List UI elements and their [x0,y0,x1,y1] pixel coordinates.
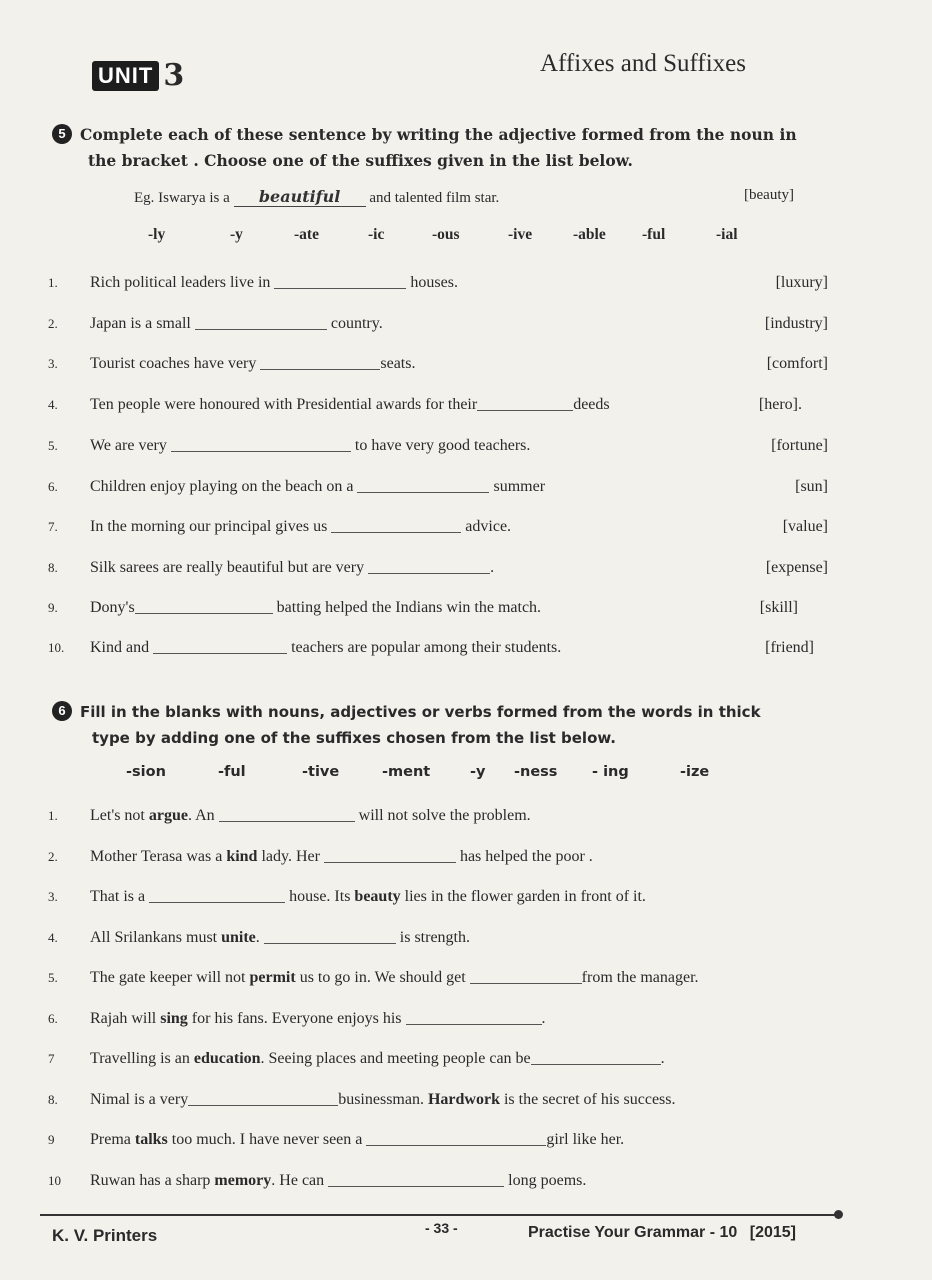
question-text: Silk sarees are really beautiful but are very [90,559,365,576]
keyword: argue [148,807,188,824]
question-text: . [541,1010,546,1027]
noun-bracket: [sun] [795,478,828,495]
unit-label: UNIT [92,61,159,91]
suffix-item: -ive [508,226,533,243]
s6-question-1 [48,804,828,828]
s5-question-10 [48,636,828,660]
suffix-item: -ful [218,764,246,780]
question-text: houses. [410,274,458,291]
section-6-number: 6 [52,701,72,721]
s6-question-2 [48,845,828,869]
s5-question-7 [48,515,828,539]
keyword: sing [160,1010,188,1027]
question-number: 8. [48,1092,58,1107]
noun-bracket: [hero]. [758,396,802,413]
answer-blank[interactable] [366,1131,546,1146]
s5-question-5 [48,434,828,458]
question-text: too much. I have never seen a [167,1131,363,1148]
question-number: 7. [48,519,58,534]
suffix-item: -ment [382,764,431,780]
question-number: 7 [48,1051,55,1066]
question-number: 10. [48,640,65,655]
question-text: Ruwan has a sharp [90,1172,211,1189]
question-text: teachers are popular among their students. [291,639,562,656]
example-answer: beautiful [234,187,366,207]
suffix-item: -ial [716,226,738,243]
noun-bracket: [skill] [759,599,798,616]
question-text: Japan is a small [90,315,191,332]
answer-blank[interactable] [328,1172,504,1187]
section-5-line-1: Complete each of these sentence by writing the adjective formed from the noun in [80,125,797,144]
footer-page-number: - 33 - [425,1220,458,1236]
suffix-item: -y [470,764,486,780]
answer-blank[interactable] [195,315,327,330]
suffix-item: -ate [294,226,319,243]
book-year: [2015] [749,1224,796,1241]
answer-blank[interactable] [153,639,287,654]
question-text: country. [330,315,383,332]
section-5-number: 5 [52,124,72,144]
suffix-item: - ing [592,764,629,780]
question-text: Children enjoy playing on the beach on a [90,478,354,495]
question-text: Rajah will [90,1010,157,1027]
keyword: Hardwork [427,1091,500,1108]
suffix-item: -tive [302,764,340,780]
question-text: for his fans. Everyone enjoys his [187,1010,402,1027]
chapter-title: Affixes and Suffixes [540,50,746,77]
question-number: 3. [48,889,58,904]
question-text: Travelling is an [90,1050,190,1067]
suffix-item: -ize [680,764,710,780]
question-text: Let's not [90,807,145,824]
question-text: Rich political leaders live in [90,274,271,291]
suffix-item: -y [230,226,243,243]
s5-question-9 [48,596,828,620]
example-tag: [beauty] [744,187,794,203]
question-text: batting helped the Indians win the match. [276,599,542,616]
noun-bracket: [friend] [765,639,814,656]
keyword: education [193,1050,261,1067]
question-text: Prema [90,1131,131,1148]
s5-question-4 [48,393,828,417]
keyword: permit [249,969,296,986]
noun-bracket: [comfort] [766,355,828,372]
section-6-line-1: Fill in the blanks with nouns, adjectives or verbs formed from the words in thick [80,703,761,721]
question-number: 5. [48,970,58,985]
question-text: . [660,1050,665,1067]
answer-blank[interactable] [406,1010,542,1025]
s5-question-3 [48,352,828,376]
section-5-line-2: the bracket . Choose one of the suffixes given in the list below. [88,151,633,170]
answer-blank[interactable] [188,1091,338,1106]
answer-blank[interactable] [264,929,396,944]
s6-question-4 [48,926,828,950]
question-text: to have very good teachers. [354,437,531,454]
answer-blank[interactable] [171,437,351,452]
noun-bracket: [luxury] [775,274,828,291]
unit-heading [92,58,184,93]
question-text: Tourist coaches have very [90,355,257,372]
question-text: . He can [271,1172,325,1189]
suffix-item: -able [573,226,606,243]
unit-number: 3 [163,58,185,93]
book-title: Practise Your Grammar - 10 [528,1224,738,1241]
question-text: . Seeing places and meeting people can be [260,1050,531,1067]
question-text: lady. Her [257,848,320,865]
answer-blank[interactable] [470,969,582,984]
footer-rule-end [834,1210,843,1219]
suffix-item: -ous [432,226,460,243]
question-text: . [255,929,260,946]
question-text: Ten people were honoured with Presidential awards for their [90,396,478,413]
suffix-item: -ness [514,764,558,780]
answer-blank[interactable] [219,807,355,822]
question-text: long poems. [508,1172,587,1189]
question-text: is strength. [399,929,470,946]
s5-question-6 [48,475,828,499]
answer-blank[interactable] [331,518,461,533]
question-text: That is a [90,888,146,905]
s5-question-2 [48,312,828,336]
suffix-item: -ly [148,226,166,243]
noun-bracket: [fortune] [771,437,828,454]
s6-question-8 [48,1088,828,1112]
noun-bracket: [industry] [764,315,828,332]
question-text: Nimal is a very [90,1091,189,1108]
question-number: 2. [48,316,58,331]
question-text: . An [187,807,215,824]
question-text: . [490,559,495,576]
s5-question-8 [48,556,828,580]
question-number: 1. [48,808,58,823]
question-text: summer [493,478,546,495]
keyword: memory [214,1172,272,1189]
noun-bracket: [expense] [765,559,828,576]
question-text: seats. [380,355,416,372]
s6-question-3 [48,885,828,909]
section-5-instruction [52,122,842,174]
section-6-instruction [52,699,842,751]
question-number: 6. [48,1011,58,1026]
question-number: 2. [48,849,58,864]
answer-blank[interactable] [531,1050,661,1065]
example-before: Eg. Iswarya is a [134,190,230,206]
question-text: Kind and [90,639,150,656]
answer-blank[interactable] [135,599,273,614]
example-sentence [134,187,794,213]
question-text: The gate keeper will not [90,969,246,986]
question-number: 9 [48,1132,55,1147]
question-number: 9. [48,600,58,615]
answer-blank[interactable] [477,396,573,411]
question-text: girl like her. [546,1131,625,1148]
question-text: us to go in. We should get [295,969,466,986]
question-text: lies in the flower garden in front of it. [400,888,646,905]
s6-question-9 [48,1128,828,1152]
question-text: We are very [90,437,167,454]
s5-question-1 [48,271,828,295]
question-text: advice. [465,518,512,535]
footer-publisher: K. V. Printers [52,1226,158,1245]
question-number: 5. [48,438,58,453]
answer-blank[interactable] [368,559,490,574]
question-number: 4. [48,397,58,412]
s6-question-6 [48,1007,828,1031]
question-text: businessman. [338,1091,424,1108]
question-text: house. Its [289,888,351,905]
s6-question-10 [48,1169,828,1193]
question-number: 1. [48,275,58,290]
s6-question-5 [48,966,828,990]
question-number: 10 [48,1173,61,1188]
question-number: 8. [48,560,58,575]
question-text: deeds [573,396,610,413]
question-text: will not solve the problem. [358,807,531,824]
answer-blank[interactable] [274,274,406,289]
footer-book-title [528,1224,796,1242]
keyword: talks [134,1131,168,1148]
question-text: In the morning our principal gives us [90,518,328,535]
answer-blank[interactable] [324,848,456,863]
question-number: 6. [48,479,58,494]
example-after: and talented film star. [369,190,500,206]
question-text: has helped the poor . [459,848,593,865]
question-text: from the manager. [581,969,699,986]
question-text: Mother Terasa was a [90,848,223,865]
question-text: is the secret of his success. [499,1091,676,1108]
suffix-item: -ful [642,226,666,243]
footer-rule [40,1214,840,1216]
suffix-item: -sion [126,764,166,780]
keyword: beauty [354,888,401,905]
answer-blank[interactable] [260,355,380,370]
question-text: All Srilankans must [90,929,218,946]
question-text: Dony's [90,599,135,616]
noun-bracket: [value] [782,518,828,535]
question-number: 3. [48,356,58,371]
keyword: kind [226,848,258,865]
suffix-item: -ic [368,226,385,243]
question-number: 4. [48,930,58,945]
keyword: unite [221,929,256,946]
answer-blank[interactable] [357,478,489,493]
answer-blank[interactable] [149,888,285,903]
section-6-line-2: type by adding one of the suffixes chosen from the list below. [92,729,616,747]
s6-question-7 [48,1047,828,1071]
